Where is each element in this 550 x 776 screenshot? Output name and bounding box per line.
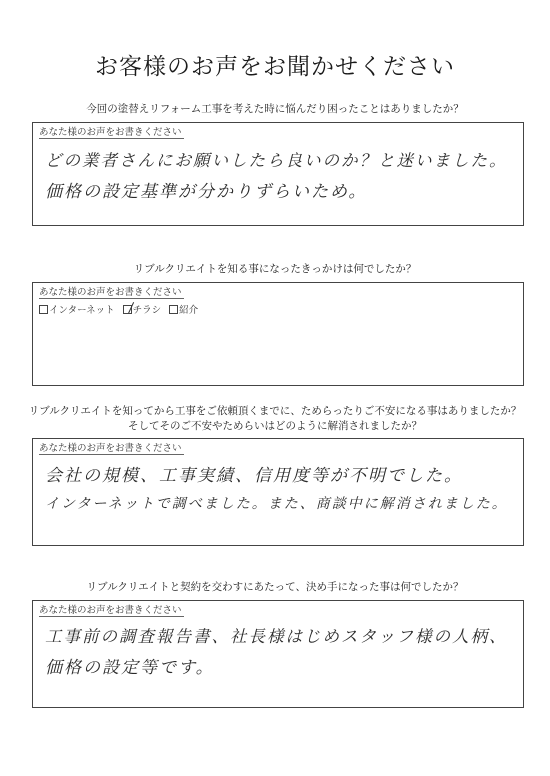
answer-box-4 xyxy=(32,600,524,708)
box-header: あなた様のお声をお書きください xyxy=(39,602,184,617)
question-2: リブルクリエイトを知る事になったきっかけは何でしたか？ xyxy=(133,263,417,275)
question-1: 今回の塗替えリフォーム工事を考えた時に悩んだり困ったことはありましたか？ xyxy=(86,103,464,115)
box-header: あなた様のお声をお書きください xyxy=(39,440,184,455)
option-label: インターネット xyxy=(49,305,115,316)
handwriting-line: 工事前の調査報告書、社長様はじめスタッフ様の人柄、 xyxy=(45,627,508,646)
handwriting-line: 会社の規模、工事実績、信用度等が不明でした。 xyxy=(45,466,463,486)
option-label: チラシ xyxy=(132,305,162,316)
answer-box-1 xyxy=(32,122,524,226)
handwriting-line: 価格の設定等です。 xyxy=(45,658,215,678)
answer-box-2 xyxy=(32,282,524,386)
checked-checkbox-icon[interactable] xyxy=(123,305,132,314)
option-flyer[interactable] xyxy=(123,302,162,316)
option-label: 紹介 xyxy=(179,305,199,316)
option-referral[interactable] xyxy=(169,302,198,316)
handwriting-line: インターネットで調べました。また、商談中に解消されました。 xyxy=(45,496,508,512)
question-3-line-1: リブルクリエイトを知ってから工事をご依頼頂くまでに、ためらったりご不安になる事はありましたか？ xyxy=(28,405,522,417)
answer-box-3 xyxy=(32,438,524,546)
question-4: リブルクリエイトと契約を交わすにあたって、決め手になった事は何でしたか？ xyxy=(86,581,464,593)
handwriting-line: どの業者さんにお願いしたら良いのか？と迷いました。 xyxy=(45,151,508,170)
box-header: あなた様のお声をお書きください xyxy=(39,124,184,139)
question-3-line-2: そしてそのご不安やためらいはどのように解消されましたか？ xyxy=(128,420,422,432)
page-title: お客様のお声をお聞かせください xyxy=(95,54,455,80)
checkbox-icon[interactable] xyxy=(39,305,48,314)
box-header: あなた様のお声をお書きください xyxy=(39,284,184,299)
option-internet[interactable] xyxy=(39,302,115,316)
handwriting-line: 価格の設定基準が分かりずらいため。 xyxy=(45,182,368,202)
source-options xyxy=(39,302,198,316)
checkbox-icon[interactable] xyxy=(169,305,178,314)
